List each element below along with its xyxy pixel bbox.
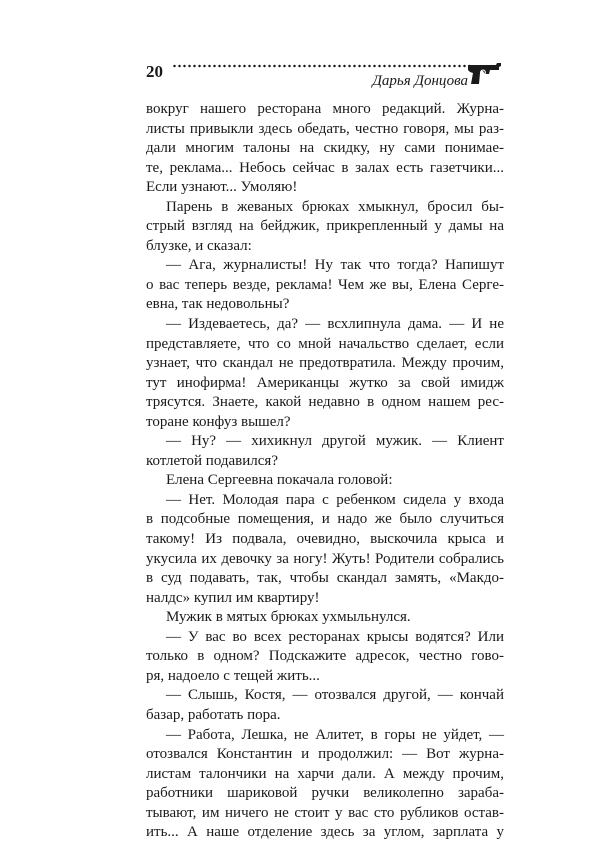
text-line: Елена Сергеевна покачала головой:	[166, 472, 393, 489]
text-line: — Слышь, Костя, — отозвался другой, — кончай	[166, 687, 504, 704]
text-line: в подсобные помещения, и надо же было случиться	[146, 511, 504, 528]
page-body	[146, 100, 504, 843]
text-line: дали многим талоны на скидку, ну сами понимае-	[146, 140, 504, 157]
text-line: налдс» купил им квартиру!	[146, 589, 320, 606]
text-line: листам талончики на харчи дали. А между прочим,	[146, 765, 504, 782]
text-line: евна, так недовольны?	[146, 296, 290, 313]
text-line: тут инофирма! Американцы жутко за свой имидж	[146, 374, 504, 391]
text-line: о вас теперь везде, реклама! Чем же вы, Елена Серге-	[146, 276, 504, 293]
text-line: работники шариковой ручки великолепно зараба-	[146, 785, 504, 802]
text-line: Если узнают... Умоляю!	[146, 179, 298, 196]
text-line: те, реклама... Небось сейчас в залах есть газетчики...	[146, 159, 504, 176]
text-line: только в одном? Подскажите адресок, честно гово-	[146, 648, 504, 665]
text-line: — Ну? — хихикнул другой мужик. — Клиент	[166, 433, 504, 450]
text-line: блузке, и сказал:	[146, 237, 252, 254]
text-line: отозвался Константин и продолжил: — Вот журна-	[146, 746, 504, 763]
text-line: — Работа, Лешка, не Алитет, в горы не уйдет, —	[166, 726, 504, 743]
page-number: 20	[146, 62, 163, 81]
text-line: в суд подавать, так, чтобы скандал замять, «Макдо-	[146, 570, 504, 587]
pistol-icon	[466, 60, 504, 86]
text-line: тывают, им ничего не стоит у вас сто рубликов остав-	[146, 804, 504, 821]
text-line: листы привыкли здесь обедать, честно говоря, мы раз-	[146, 120, 504, 137]
running-header	[146, 60, 504, 90]
text-line: — Издеваетесь, да? — всхлипнула дама. — И не	[166, 316, 504, 333]
text-line: ря, надоело с тещей жить...	[146, 667, 320, 684]
text-line: трясутся. Знаете, какой недавно в одном нашем рес-	[146, 394, 504, 411]
text-line: узнает, что скандал не предотвратила. Между прочим,	[146, 355, 504, 372]
text-line: стрый взгляд на бейджик, прикрепленный у дамы на	[146, 218, 504, 235]
text-line: представляете, что со мной начальство сделает, если	[146, 335, 504, 352]
text-line: — У вас во всех ресторанах крысы водятся? Или	[166, 628, 504, 645]
text-line: укусила их девочку за ногу! Жуть! Родители собрались	[146, 550, 504, 567]
text-line: Парень в жеваных брюках хмыкнул, бросил бы-	[166, 198, 504, 215]
text-line: ить... А наше отделение здесь за углом, зарплата у	[146, 824, 504, 841]
text-line: торане конфуз вышел?	[146, 413, 291, 430]
text-line: — Нет. Молодая пара с ребенком сидела у входа	[166, 491, 504, 508]
text-line: вокруг нашего ресторана много редакций. Журна-	[146, 101, 504, 117]
author-name: Дарья Донцова	[372, 73, 468, 89]
dotted-rule	[172, 64, 472, 68]
text-line: — Ага, журналисты! Ну так что тогда? Напишут	[166, 257, 504, 274]
text-line: котлетой подавился?	[146, 452, 278, 469]
text-line: базар, работать пора.	[146, 706, 281, 723]
text-line: Мужик в мятых брюках ухмыльнулся.	[166, 609, 411, 626]
text-line: такому! Из подвала, очевидно, выскочила крыса и	[146, 531, 504, 548]
